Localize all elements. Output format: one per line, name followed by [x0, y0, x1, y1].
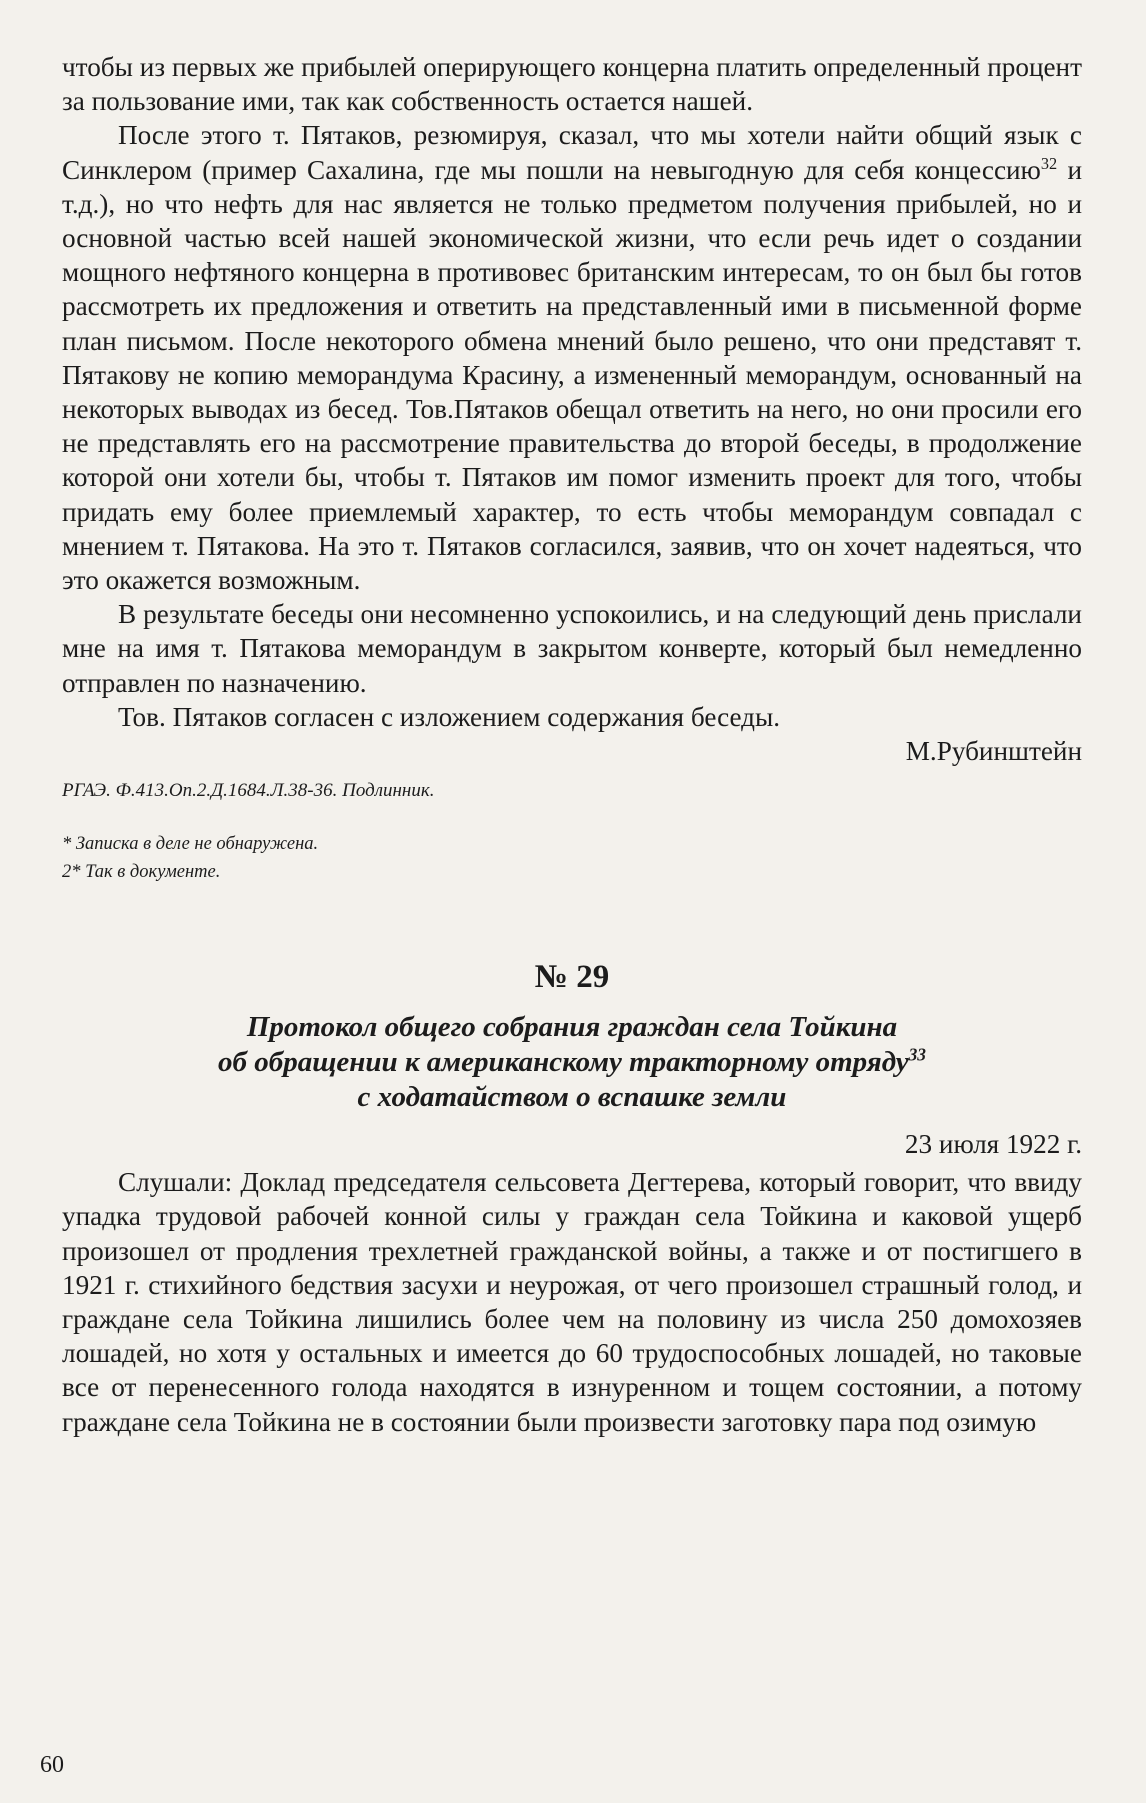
document-title-line-1: Протокол общего собрания граждан села Тойкина [246, 1011, 898, 1044]
signature: М.Рубинштейн [905, 736, 1082, 767]
document-number: № 29 [534, 959, 610, 996]
paragraph-3: В результате беседы они несомненно успокоились, и на следующий день прислали мне на имя т. Пятакова меморандум в закрытом конверте, который был немедленно отправлен по назначению. [62, 599, 1082, 698]
paragraph-2 [62, 118, 1082, 597]
archive-source: РГАЭ. Ф.413.Оп.2.Д.1684.Л.38-36. Подлинник. [62, 780, 435, 802]
footnote-ref-32: 32 [1040, 153, 1058, 173]
document-title-line-2 [62, 1045, 1082, 1080]
document-page [62, 50, 1082, 1439]
note-1: * Записка в деле не обнаружена. [62, 834, 319, 855]
page-number: 60 [40, 1752, 64, 1778]
document-date: 23 июля 1922 г. [904, 1129, 1082, 1160]
document-title-line-3: с ходатайством о вспашке земли [357, 1081, 787, 1114]
paragraph-1: чтобы из первых же прибылей оперирующего концерна платить определенный процент за пользование ими, так как собственность остается нашей. [62, 52, 1082, 117]
footnote-ref-33: 33 [908, 1044, 926, 1065]
paragraph-4: Тов. Пятаков согласен с изложением содержания беседы. [118, 701, 781, 732]
body-paragraph: Слушали: Доклад председателя сельсовета Дегтерева, который говорит, что ввиду упадка трудовой рабочей конной силы у граждан села Тойкина и каковой ущерб произошел от продления трехлетней гражданской войны, а также и от постигшего в 1921 г. стихийного бедствия засухи и неурожая, от чего произошел страшный голод, и граждане села Тойкина лишились более чем на половину из числа 250 домохозяев лошадей, но хотя у остальных и имеется до 60 трудоспособных лошадей, но таковые все от перенесенного голода находятся в изнуренном и тощем состоянии, а потому граждане села Тойкина не в состоянии были произвести заготовку пара под озимую [62, 1167, 1082, 1437]
notes [62, 830, 1082, 886]
note-2: 2* Так в документе. [62, 862, 221, 883]
title-line-2-text: об обращении к американскому тракторному отряду [218, 1046, 909, 1079]
paragraph-2-part-a: После этого т. Пятаков, резюмируя, сказал, что мы хотели найти общий язык с Синклером (пример Сахалина, где мы пошли на невыгодную для себя концессию [62, 120, 1082, 185]
paragraph-2-part-b: и т.д.), но что нефть для нас является не только предметом получения прибылей, но и основной частью всей нашей экономической жизни, что если речь идет о создании мощного нефтяного концерна в противовес британским интересам, то он был бы готов рассмотреть их предложения и ответить на представленный ими в письменной форме план письмом. После некоторого обмена мнений было решено, что они представят т. Пятакову не копию меморандума Красину, а измененный меморандум, основанный на некоторых выводах из бесед. Тов.Пятаков обещал ответить на него, но они просили его не представлять его на рассмотрение правительства до второй беседы, в продолжение которой они хотели бы, чтобы т. Пятаков им помог изменить проект для того, чтобы придать ему более приемлемый характер, то есть чтобы меморандум совпадал с мнением т. Пятакова. На это т. Пятаков согласился, заявив, что он хочет надеяться, что это окажется возможным. [62, 154, 1082, 596]
